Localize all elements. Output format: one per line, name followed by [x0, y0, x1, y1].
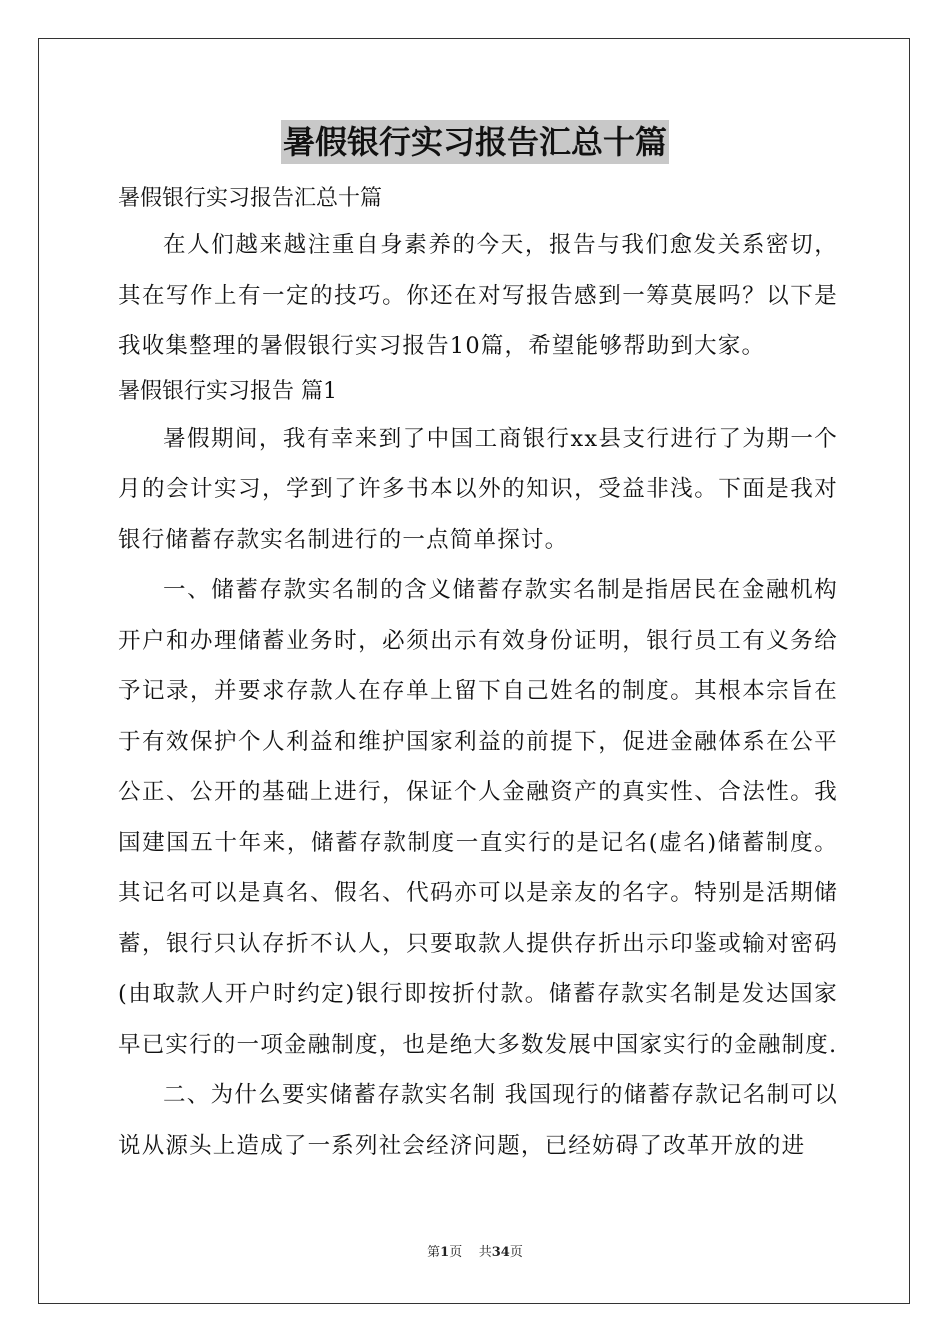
intro-paragraph: 在人们越来越注重自身素养的今天，报告与我们愈发关系密切，其在写作上有一定的技巧。你还在对写报告感到一筹莫展吗？以下是我收集整理的暑假银行实习报告10篇，希望能够帮助到大家。: [118, 232, 838, 359]
footer-suffix: 页: [509, 1245, 523, 1260]
current-page-number: 1: [440, 1245, 450, 1260]
body-paragraph: 一、储蓄存款实名制的含义储蓄存款实名制是指居民在金融机构开户和办理储蓄业务时，必须出示有效身份证明，银行员工有义务给予记录，并要求存款人在存单上留下自己姓名的制度。其根本宗旨在于有效保护个人利益和维护国家利益的前提下，促进金融体系在公平公正、公开的基础上进行，保证个人金融资产的真实性、合法性。我国建国五十年来，储蓄存款制度一直实行的是记名(虚名)储蓄制度。其记名可以是真名、假名、代码亦可以是亲友的名字。特别是活期储蓄，银行只认存折不认人，只要取款人提供存折出示印鉴或输对密码(由取款人开户时约定)银行即按折付款。储蓄存款实名制是发达国家早已实行的一项金融制度，也是绝大多数发展中国家实行的金融制度.: [118, 577, 838, 1058]
body-paragraph: 二、为什么要实储蓄存款实名制 我国现行的储蓄存款记名制可以说从源头上造成了一系列社会经济问题，已经妨碍了改革开放的进: [118, 1082, 838, 1159]
title-container: [0, 120, 950, 164]
footer-prefix: 第: [427, 1245, 441, 1260]
document-body: [118, 180, 838, 1171]
section-heading: 暑假银行实习报告 篇1: [118, 378, 337, 404]
page-footer: [0, 1244, 950, 1262]
document-subtitle: 暑假银行实习报告汇总十篇: [118, 186, 383, 211]
footer-mid: 页 共: [449, 1245, 492, 1260]
total-page-count: 34: [491, 1245, 510, 1260]
document-title: 暑假银行实习报告汇总十篇: [281, 120, 669, 164]
body-paragraph: 暑假期间，我有幸来到了中国工商银行xx县支行进行了为期一个月的会计实习，学到了许多书本以外的知识，受益非浅。下面是我对银行储蓄存款实名制进行的一点简单探讨。: [118, 425, 838, 553]
